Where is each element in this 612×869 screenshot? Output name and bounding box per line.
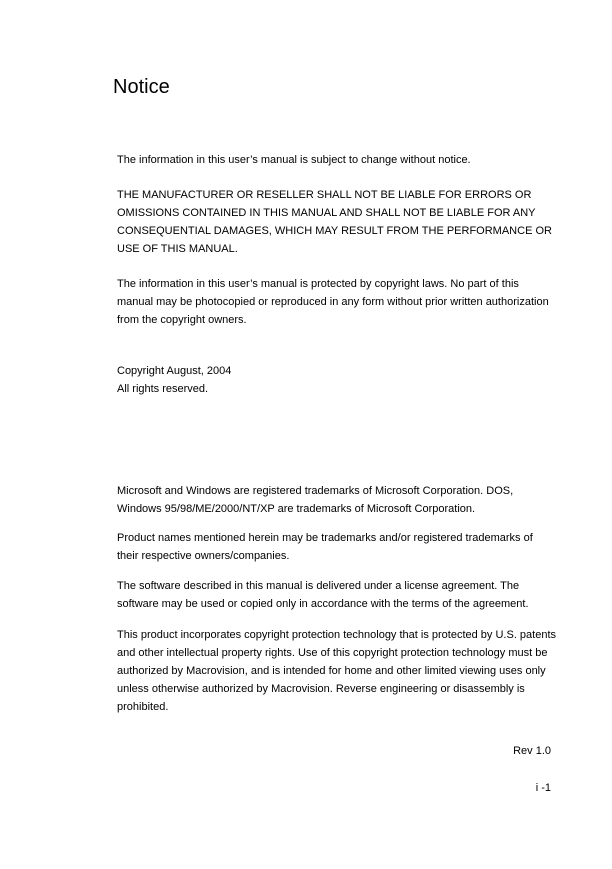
trademark-microsoft-paragraph: Microsoft and Windows are registered trademarks of Microsoft Corporation. DOS, Windows 95/98/ME/2000/NT/XP are trademarks of Microsoft Corporation.	[117, 485, 514, 515]
copyright-protection-paragraph: The information in this user’s manual is protected by copyright laws. No part of this manual may be photocopied or reproduced in any form without prior written authorization from the copyright owners.	[117, 278, 549, 326]
copyright-date: Copyright August, 2004	[117, 365, 232, 377]
trademark-products-paragraph: Product names mentioned herein may be trademarks and/or registered trademarks of their respective owners/companies.	[117, 532, 533, 562]
license-agreement-paragraph: The software described in this manual is delivered under a license agreement. The software may be used or copied only in accordance with the terms of the agreement.	[117, 580, 529, 610]
change-notice-paragraph: The information in this user’s manual is subject to change without notice.	[117, 154, 471, 166]
macrovision-paragraph: This product incorporates copyright protection technology that is protected by U.S. patents and other intellectual property rights. Use of this copyright protection technology must be authorized by Macrovision, and is intended for home and other limited viewing uses only unless otherwise authorized by Macrovision. Reverse engineering or disassembly is prohibited.	[117, 629, 557, 713]
liability-disclaimer-paragraph: THE MANUFACTURER OR RESELLER SHALL NOT BE LIABLE FOR ERRORS OR OMISSIONS CONTAINED IN THIS MANUAL AND SHALL NOT BE LIABLE FOR ANY CONSEQUENTIAL DAMAGES, WHICH MAY RESULT FROM THE PERFORMANCE OR USE OF THIS MANUAL.	[117, 189, 552, 255]
page-number: i -1	[535, 782, 551, 794]
revision-label: Rev 1.0	[513, 745, 551, 757]
all-rights-reserved: All rights reserved.	[117, 383, 209, 395]
page-title: Notice	[113, 76, 170, 98]
